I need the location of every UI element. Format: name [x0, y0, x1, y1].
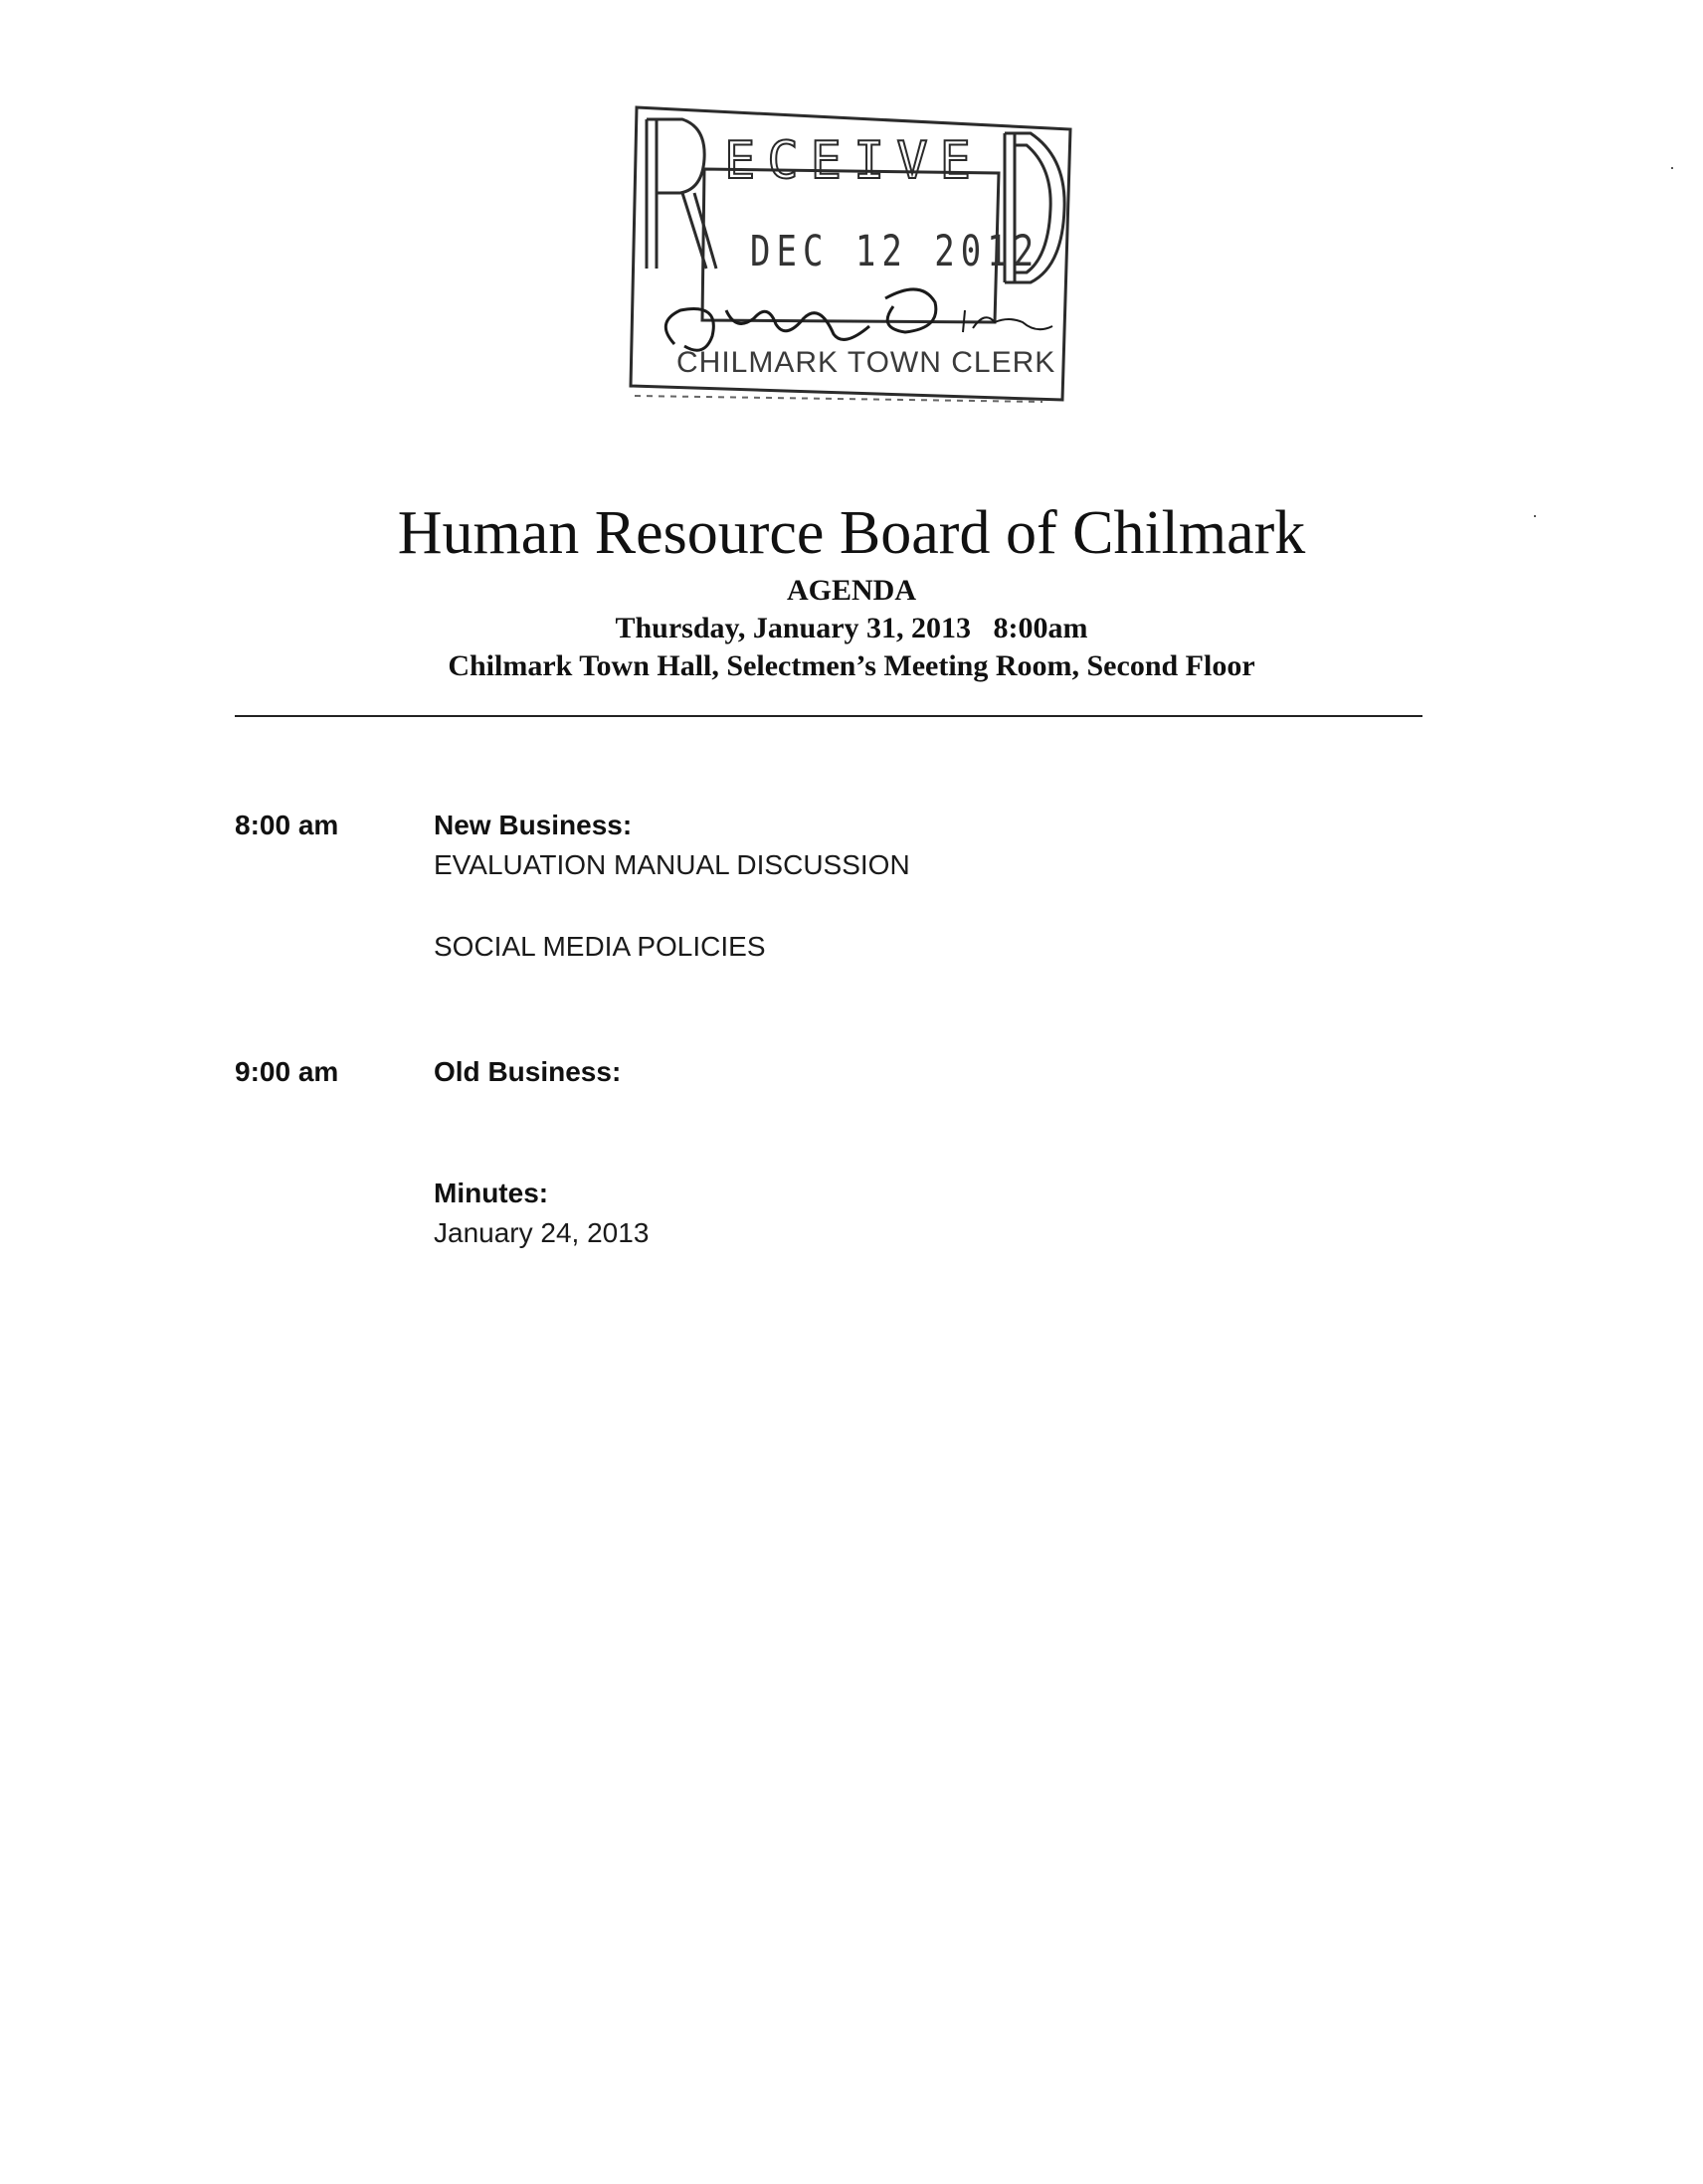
page-title: Human Resource Board of Chilmark [397, 499, 1306, 567]
minutes-heading: Minutes: [434, 1178, 549, 1208]
stamp-date: DEC 12 2012 [750, 227, 1041, 276]
scan-speck [1671, 167, 1673, 169]
agenda-label: AGENDA [786, 574, 916, 607]
agenda-item: EVALUATION MANUAL DISCUSSION [434, 849, 910, 880]
agenda-time: 8:00 am [235, 810, 339, 840]
header-divider [235, 715, 1422, 717]
stamp-received-text: E C E I V E [724, 131, 973, 191]
stamp-office: CHILMARK TOWN CLERK [676, 346, 1056, 379]
new-business-heading: New Business: [434, 810, 633, 840]
old-business-heading: Old Business: [434, 1056, 622, 1087]
minutes-date: January 24, 2013 [434, 1217, 650, 1248]
agenda-time: 9:00 am [235, 1056, 339, 1087]
received-stamp [625, 97, 1080, 406]
agenda-item: SOCIAL MEDIA POLICIES [434, 931, 766, 962]
meeting-datetime: Thursday, January 31, 2013 8:00am [615, 612, 1088, 644]
meeting-location: Chilmark Town Hall, Selectmen’s Meeting Room, Second Floor [448, 649, 1255, 682]
